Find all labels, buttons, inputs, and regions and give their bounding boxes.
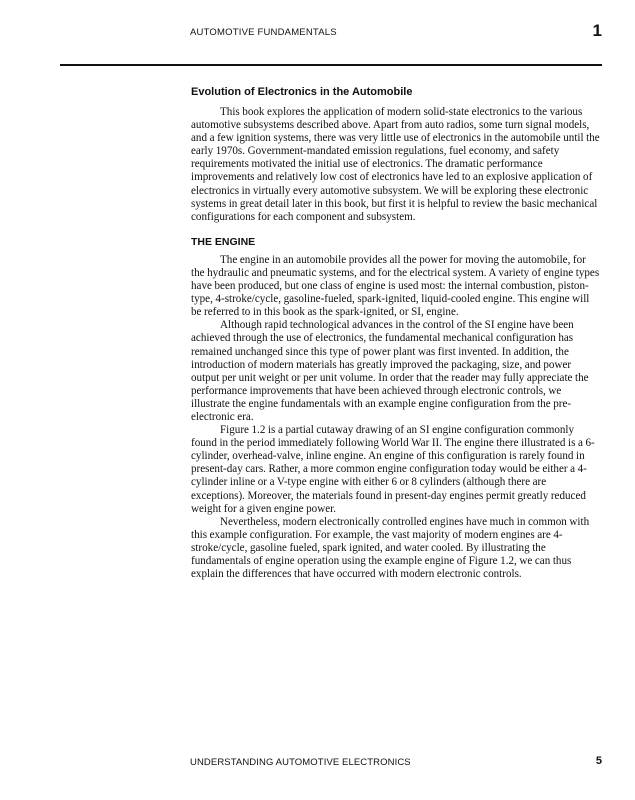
- paragraph: Figure 1.2 is a partial cutaway drawing of an SI engine configuration commonly found in the period immediately following World War II. The engine there illustrated is a 6-cylinder, overhead-valve, inline engine. An engine of this configuration is rarely found in present-day cars. Rather, a more common engine configuration today would be either a 4-cylinder inline or a V-type engine with either 6 or 8 cylinders (although there are exceptions). Moreover, the materials found in present-day engines permit greatly reduced weight for a given engine power.: [191, 424, 595, 515]
- paragraph: Although rapid technological advances in the control of the SI engine have been achieved through the use of electronics, the fundamental mechanical configuration has remained unchanged since this type of power plant was first invented. In addition, the introduction of modern materials has greatly improved the packaging, size, and power output per unit weight or per unit volume. In order that the reader may fully appreciate the performance improvements that have been achieved through electronic controls, we illustrate the engine fundamentals with an example engine configuration from the pre-electronic era.: [191, 319, 589, 423]
- header-rule: [60, 64, 602, 66]
- page-number: 5: [595, 755, 602, 767]
- running-foot: UNDERSTANDING AUTOMOTIVE ELECTRONICS: [190, 757, 411, 768]
- body-content: [191, 86, 600, 581]
- paragraph: This book explores the application of modern solid-state electronics to the various automotive subsystems described above. Apart from auto radios, some turn signal models, and a few ignition systems, there was very little use of electronics in the automobile until the early 1970s. Government-mandated emission regulations, fuel economy, and safety requirements motivated the initial use of electronics. The dramatic performance improvements and relatively low cost of electronics have led to an explosive application of electronics in virtually every automotive subsystem. We will be exploring these electronic systems in great detail later in this book, but first it is helpful to review the basic mechanical configurations for each component and subsystem.: [191, 106, 600, 223]
- running-head: AUTOMOTIVE FUNDAMENTALS: [190, 27, 337, 38]
- paragraph: Nevertheless, modern electronically controlled engines have much in common with this example configuration. For example, the vast majority of modern engines are 4-stroke/cycle, gasoline fueled, spark ignited, and water cooled. By illustrating the fundamentals of engine operation using the example engine of Figure 1.2, we can thus explain the differences that have occurred with modern electronic controls.: [191, 515, 590, 581]
- section-heading-engine: THE ENGINE: [191, 235, 256, 248]
- paragraph: The engine in an automobile provides all the power for moving the automobile, for the hydraulic and pneumatic systems, and for the electrical system. A variety of engine types have been produced, but one class of engine is used most: the internal combustion, piston-type, 4-stroke/cycle, gasoline-fueled, spark-ignited, liquid-cooled engine. This engine will be referred to in this book as the spark-ignited, or SI, engine.: [191, 253, 600, 319]
- chapter-number: 1: [592, 21, 602, 40]
- section-heading-evolution: Evolution of Electronics in the Automobile: [191, 86, 413, 98]
